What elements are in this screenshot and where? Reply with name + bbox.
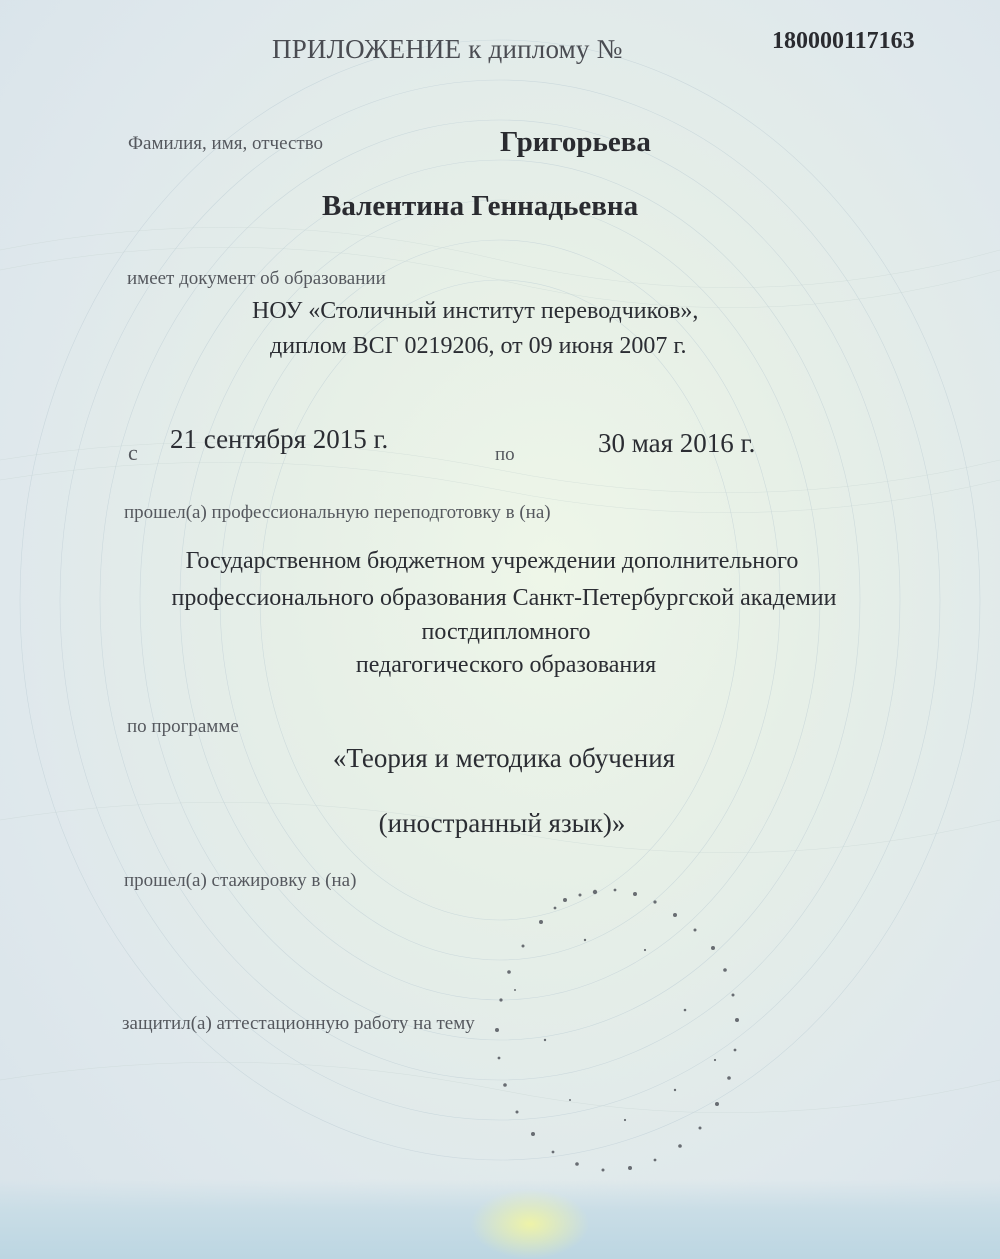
- program-title-line2: (иностранный язык)»: [378, 808, 626, 838]
- retraining-institution-line4: педагогического образования: [355, 652, 657, 678]
- surname: Григорьева: [500, 126, 651, 158]
- retraining-institution-line1: Государственном бюджетном учреждении дополнительного: [185, 548, 799, 574]
- period-from-date: 21 сентября 2015 г.: [170, 424, 389, 454]
- thesis-label: защитил(а) аттестационную работу на тему: [122, 1013, 475, 1034]
- given-names: Валентина Геннадьевна: [322, 190, 639, 222]
- education-diploma: диплом ВСГ 0219206, от 09 июня 2007 г.: [270, 333, 687, 359]
- retraining-institution-line3: постдипломного: [421, 619, 591, 645]
- period-to-date: 30 мая 2016 г.: [598, 428, 756, 458]
- period-from-label: с: [128, 440, 138, 465]
- education-label: имеет документ об образовании: [127, 268, 386, 289]
- retraining-institution-line2: профессионального образования Санкт-Петербургской академии: [171, 585, 837, 611]
- period-to-label: по: [495, 444, 515, 465]
- program-label: по программе: [127, 716, 239, 737]
- education-institution: НОУ «Столичный институт переводчиков»,: [252, 298, 699, 324]
- header-title: ПРИЛОЖЕНИЕ к диплому №: [272, 34, 623, 64]
- retraining-label: прошел(а) профессиональную переподготовку в (на): [124, 502, 551, 523]
- diploma-number: 180000117163: [772, 28, 915, 54]
- internship-label: прошел(а) стажировку в (на): [124, 870, 357, 891]
- fio-label: Фамилия, имя, отчество: [128, 133, 324, 154]
- faded-stamp-imprint: [485, 880, 755, 1180]
- program-title-line1: «Теория и методика обучения: [332, 743, 676, 773]
- bottom-decorative-band: [0, 1179, 1000, 1259]
